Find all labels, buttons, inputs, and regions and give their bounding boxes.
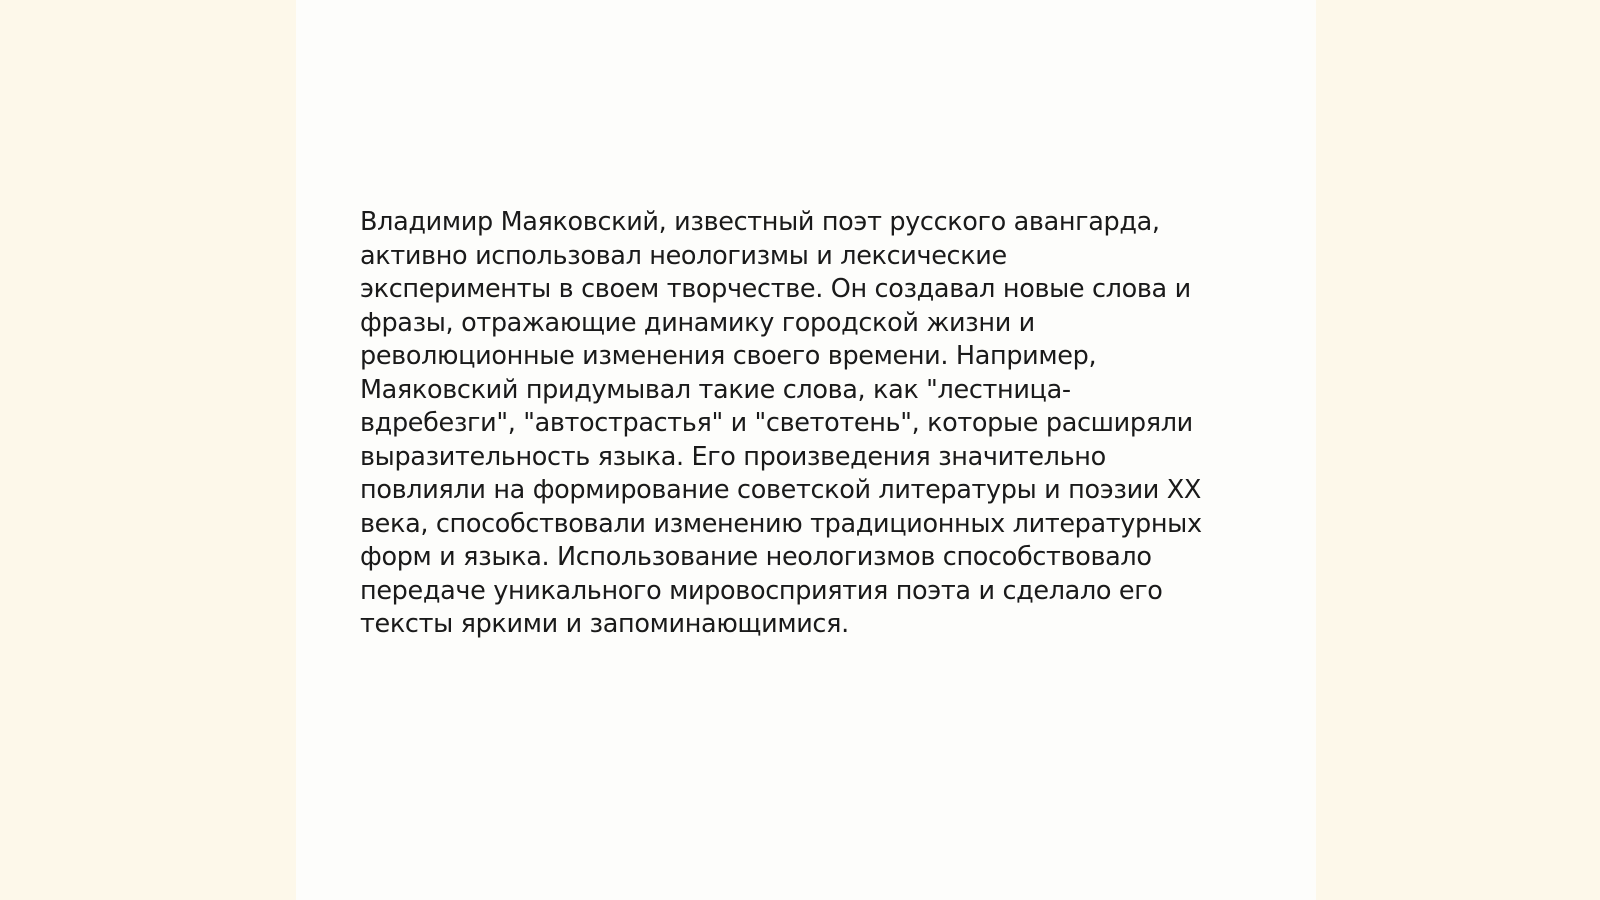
right-margin-panel [1316,0,1600,900]
paragraph-line: повлияли на формирование советской литературы и поэзии XX [360,475,1202,505]
paragraph-line: форм и языка. Использование неологизмов способствовало [360,542,1152,572]
paragraph-line: Маяковский придумывал такие слова, как "лестница- [360,374,1071,405]
paragraph-line: вдребезги", "автострастья" и "светотень", которые расширяли [360,408,1193,438]
left-margin-panel [0,0,296,900]
paragraph-line: тексты яркими и запоминающимися. [360,609,849,639]
paragraph-line: Владимир Маяковский, известный поэт русского авангарда, [360,207,1160,237]
document-page [296,0,1316,900]
paragraph-line: выразительность языка. Его произведения значительно [360,441,1106,472]
body-paragraph [360,206,1260,642]
paragraph-line: эксперименты в своем творчестве. Он создавал новые слова и [360,274,1191,304]
paragraph-line: передаче уникального мировосприятия поэта и сделало его [360,575,1163,606]
paragraph-line: века, способствовали изменению традиционных литературных [360,508,1202,539]
paragraph-line: фразы, отражающие динамику городской жизни и [360,307,1035,338]
paragraph-line: революционные изменения своего времени. Например, [360,341,1097,371]
paragraph-line: активно использовал неологизмы и лексические [360,240,1007,271]
